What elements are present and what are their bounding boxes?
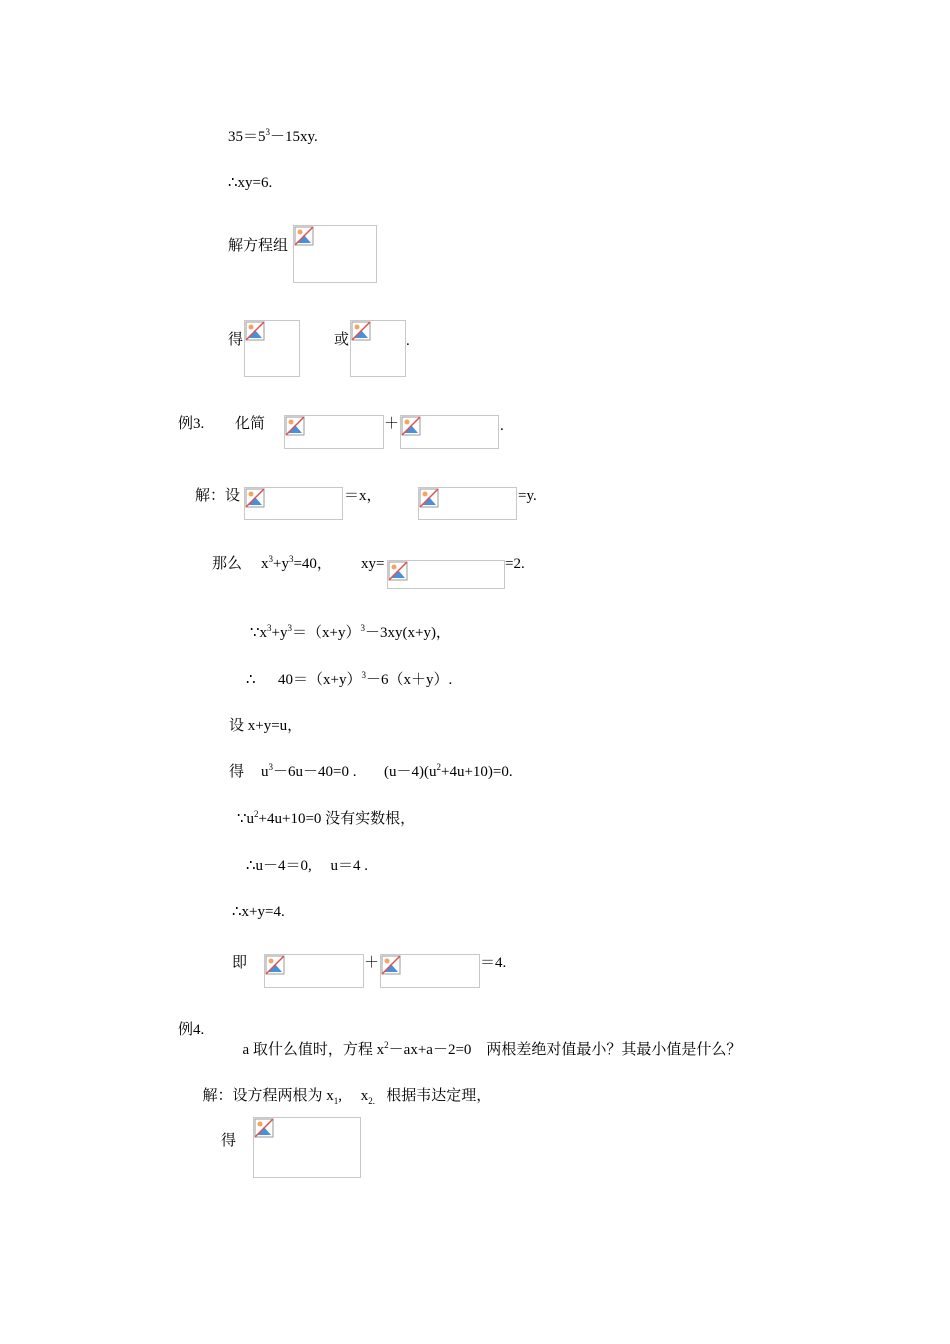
- text: 解：设方程两根为 x: [202, 1088, 334, 1104]
- superscript: 2: [384, 1040, 389, 1050]
- text-line: 即: [232, 955, 248, 971]
- text-line: ＋: [384, 416, 400, 432]
- subscript: 2.: [368, 1096, 376, 1106]
- superscript: 3: [268, 762, 273, 772]
- broken-image-icon: [388, 561, 408, 581]
- superscript: 3: [268, 554, 273, 564]
- equation-line: ∴x+y=4.: [232, 904, 285, 920]
- superscript: 2: [254, 809, 259, 819]
- equation-image: [244, 487, 343, 520]
- text-line: xy=: [361, 556, 385, 572]
- text-line: ＝4.: [480, 955, 507, 971]
- text: a 取什么值时，方程 x: [242, 1042, 385, 1058]
- text: +y: [273, 556, 289, 572]
- equation-image: [387, 560, 505, 589]
- text-line: =2.: [505, 556, 525, 572]
- text-line: ∴: [246, 672, 256, 688]
- text: －6u－40=0 .: [273, 764, 357, 780]
- text-line: 那么: [212, 556, 243, 572]
- equation-image: [284, 415, 384, 449]
- example-label: 例3.: [178, 416, 205, 432]
- equation-line: [384, 762, 513, 782]
- text-line: 设 x+y=u，: [229, 718, 303, 734]
- equation-line: ∴u－4＝0, u＝4 .: [246, 858, 369, 874]
- subscript: 1: [333, 1096, 339, 1106]
- text: －15xy.: [270, 129, 318, 145]
- equation-image: [244, 320, 300, 377]
- text: ＝（x+y）: [292, 625, 361, 641]
- text: u: [261, 764, 269, 780]
- text: +y: [271, 625, 288, 641]
- text-line: .: [406, 333, 410, 349]
- text-line: =y.: [518, 488, 537, 504]
- broken-image-icon: [401, 416, 421, 436]
- text: 40＝（x+y）: [278, 672, 362, 688]
- superscript: 3: [267, 623, 272, 633]
- text: －6（x＋y）.: [365, 672, 453, 688]
- equation-image: [350, 320, 406, 377]
- text-line: 解方程组: [228, 238, 289, 254]
- text: －ax+a－2=0 两根差绝对值最小？其最小值是什么？: [388, 1042, 742, 1058]
- broken-image-icon: [419, 488, 439, 508]
- text-line: 得: [228, 332, 244, 348]
- text: 35＝5: [228, 129, 266, 145]
- example-label: 例4.: [178, 1022, 205, 1038]
- text: －3xy(x+y)，: [364, 625, 451, 641]
- equation-line: ∴xy=6.: [228, 175, 273, 191]
- broken-image-icon: [245, 321, 265, 341]
- broken-image-icon: [285, 416, 305, 436]
- equation-line: [195, 1066, 491, 1106]
- equation-image: [380, 954, 480, 988]
- text-line: ＝x，: [344, 488, 382, 504]
- text-line: 得: [221, 1133, 237, 1149]
- equation-line: [237, 809, 415, 829]
- text: ∵u: [237, 811, 255, 827]
- text: (u－4)(u: [384, 764, 437, 780]
- superscript: 3: [360, 623, 365, 633]
- broken-image-icon: [265, 955, 285, 975]
- equation-image: [293, 225, 377, 283]
- text: ∵x: [250, 625, 268, 641]
- broken-image-icon: [294, 226, 314, 246]
- text: +4u+10)=0.: [441, 764, 513, 780]
- equation-line: [250, 623, 451, 643]
- superscript: 3: [265, 127, 271, 137]
- text: , x: [338, 1088, 369, 1104]
- equation-image: [264, 954, 364, 988]
- text-line: ＋: [364, 955, 380, 971]
- superscript: 3: [287, 623, 293, 633]
- text: =40，: [293, 556, 332, 572]
- equation-image: [418, 487, 517, 520]
- text-line: 解：设: [195, 488, 241, 504]
- equation-image: [400, 415, 499, 449]
- superscript: 3: [288, 554, 294, 564]
- text: 根据韦达定理，: [375, 1088, 492, 1104]
- text-line: 或: [334, 332, 350, 348]
- text: x: [261, 556, 269, 572]
- superscript: 3: [361, 670, 366, 680]
- broken-image-icon: [351, 321, 371, 341]
- text-line: .: [500, 418, 504, 434]
- broken-image-icon: [381, 955, 401, 975]
- text-line: 化简: [235, 416, 266, 432]
- equation-line: [235, 1020, 741, 1060]
- text-line: 得: [229, 764, 245, 780]
- equation-line: [261, 554, 332, 574]
- superscript: 2: [436, 762, 441, 772]
- equation-line: [278, 670, 452, 690]
- text: +4u+10=0 没有实数根，: [258, 811, 416, 827]
- equation-image: [253, 1117, 361, 1178]
- broken-image-icon: [245, 488, 265, 508]
- equation-line: [228, 127, 318, 147]
- equation-line: [261, 762, 356, 782]
- broken-image-icon: [254, 1118, 274, 1138]
